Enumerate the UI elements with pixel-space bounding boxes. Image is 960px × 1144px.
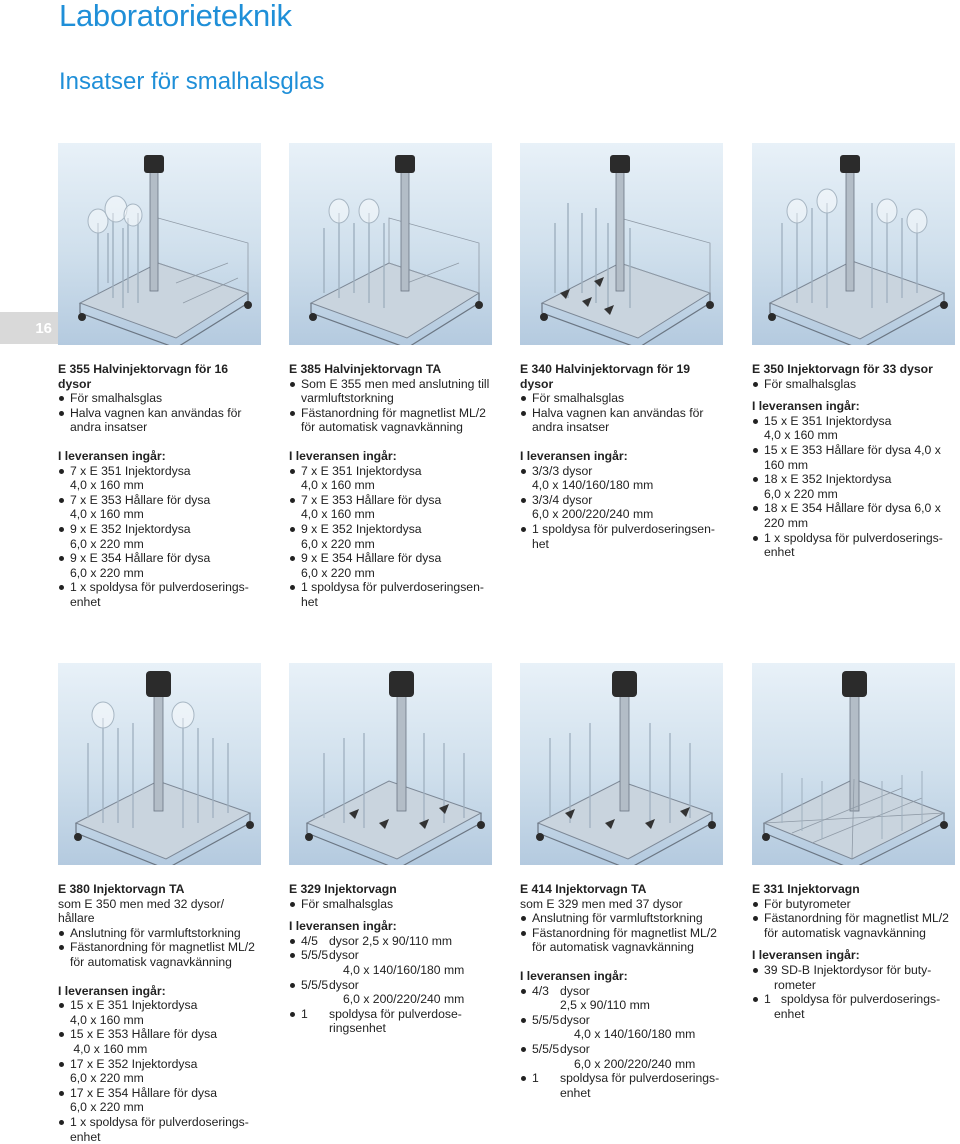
included-heading: I leveransen ingår: <box>58 448 166 463</box>
included-heading: I leveransen ingår: <box>520 968 628 983</box>
feature-list <box>520 911 725 955</box>
included-item: 9 x E 354 Hållare för dysa 6,0 x 220 mm <box>289 551 494 580</box>
feature-item: Som E 355 men med anslutning till varmluftstorkning <box>289 377 494 406</box>
feature-item: Fästanordning för magnetlist ML/2 för automatisk vagnavkänning <box>752 911 957 940</box>
feature-item: Halva vagnen kan användas för andra insatser <box>58 406 263 435</box>
included-heading: I leveransen ingår: <box>520 448 628 463</box>
included-list <box>289 934 494 1036</box>
product-e414 <box>520 882 725 1100</box>
photo-e350-injector-cart <box>752 143 955 345</box>
feature-item: För smalhalsglas <box>58 391 263 406</box>
half-injector-cart-ta-illustration <box>289 143 492 345</box>
included-list <box>752 414 957 560</box>
product-title: E 329 Injektorvagn <box>289 882 397 896</box>
half-injector-cart-illustration <box>58 143 261 345</box>
included-list <box>520 984 725 1101</box>
product-e340 <box>520 362 725 551</box>
feature-list <box>289 897 494 912</box>
included-item: 15 x E 353 Hållare för dysa 4,0 x 160 mm <box>58 1027 263 1056</box>
product-e329 <box>289 882 494 1036</box>
injector-cart-butyrometer-illustration <box>752 663 955 865</box>
included-item: 4/5 dysor 2,5 x 90/110 mm <box>289 934 494 949</box>
photo-e340-half-injector-cart <box>520 143 723 345</box>
included-item: 1 spoldysa för pulverdoserings- enhet <box>520 1071 725 1100</box>
photo-e331-injector-cart <box>752 663 955 865</box>
included-item: 7 x E 351 Injektordysa 4,0 x 160 mm <box>58 464 263 493</box>
included-item: 1 spoldysa för pulverdose- ringsenhet <box>289 1007 494 1036</box>
feature-list <box>58 391 263 435</box>
product-title: E 414 Injektorvagn TA <box>520 882 647 896</box>
half-injector-cart-19-illustration <box>520 143 723 345</box>
product-intro: som E 350 men med 32 dysor/ hållare <box>58 896 224 926</box>
included-item: 5/5/5dysor 6,0 x 200/220/240 mm <box>289 978 494 1007</box>
feature-list <box>289 377 494 435</box>
photo-e385-half-injector-cart-ta <box>289 143 492 345</box>
included-item: 18 x E 352 Injektordysa 6,0 x 220 mm <box>752 472 957 501</box>
included-list <box>520 464 725 552</box>
photo-e329-injector-cart <box>289 663 492 865</box>
included-list <box>289 464 494 610</box>
photo-e380-injector-cart-ta <box>58 663 261 865</box>
product-e355 <box>58 362 263 610</box>
included-item: 9 x E 352 Injektordysa 6,0 x 220 mm <box>289 522 494 551</box>
page-title: Laboratorieteknik <box>59 0 292 33</box>
included-item: 9 x E 352 Injektordysa 6,0 x 220 mm <box>58 522 263 551</box>
product-title: E 331 Injektorvagn <box>752 882 860 896</box>
product-title: E 355 Halvinjektorvagn för 16 dysor <box>58 362 229 391</box>
included-item: 18 x E 354 Hållare för dysa 6,0 x 220 mm <box>752 501 957 530</box>
feature-item: För smalhalsglas <box>289 897 494 912</box>
included-item: 4/3 dysor 2,5 x 90/110 mm <box>520 984 725 1013</box>
injector-cart-e329-illustration <box>289 663 492 865</box>
included-item: 7 x E 353 Hållare för dysa 4,0 x 160 mm <box>58 493 263 522</box>
included-item: 7 x E 351 Injektordysa 4,0 x 160 mm <box>289 464 494 493</box>
included-item: 1 x spoldysa för pulverdoserings- enhet <box>752 531 957 560</box>
included-item: 3/3/3 dysor 4,0 x 140/160/180 mm <box>520 464 725 493</box>
included-list <box>58 998 263 1144</box>
feature-item: Fästanordning för magnetlist ML/2 för automatisk vagnavkänning <box>58 940 263 969</box>
product-title: E 350 Injektorvagn för 33 dysor <box>752 362 933 376</box>
included-item: 1 x spoldysa för pulverdoserings- enhet <box>58 1115 263 1144</box>
photo-e414-injector-cart-ta <box>520 663 723 865</box>
included-item: 5/5/5dysor 6,0 x 200/220/240 mm <box>520 1042 725 1071</box>
product-title: E 380 Injektorvagn TA <box>58 882 185 896</box>
included-item: 9 x E 354 Hållare för dysa 6,0 x 220 mm <box>58 551 263 580</box>
feature-list <box>752 897 957 941</box>
product-intro: som E 329 men med 37 dysor <box>520 896 683 911</box>
feature-item: För smalhalsglas <box>752 377 957 392</box>
included-item: 17 x E 354 Hållare för dysa 6,0 x 220 mm <box>58 1086 263 1115</box>
injector-cart-e414-illustration <box>520 663 723 865</box>
page-number: 16 <box>35 320 52 337</box>
product-e385 <box>289 362 494 610</box>
included-list <box>752 963 957 1021</box>
included-heading: I leveransen ingår: <box>752 948 860 963</box>
feature-item: Halva vagnen kan användas för andra insatser <box>520 406 725 435</box>
section-title: Insatser för smalhalsglas <box>59 68 325 95</box>
product-title: E 340 Halvinjektorvagn för 19 dysor <box>520 362 691 391</box>
included-item: 15 x E 353 Hållare för dysa 4,0 x 160 mm <box>752 443 957 472</box>
feature-item: Fästanordning för magnetlist ML/2 för automatisk vagnavkänning <box>289 406 494 435</box>
included-item: 15 x E 351 Injektordysa 4,0 x 160 mm <box>58 998 263 1027</box>
included-heading: I leveransen ingår: <box>58 983 166 998</box>
feature-list <box>58 926 263 970</box>
included-item: 1 spoldysa för pulverdoserings- enhet <box>752 992 957 1021</box>
included-item: 1 spoldysa för pulverdoseringsen- het <box>289 580 494 609</box>
included-item: 3/3/4 dysor 6,0 x 200/220/240 mm <box>520 493 725 522</box>
feature-item: Fästanordning för magnetlist ML/2 för automatisk vagnavkänning <box>520 926 725 955</box>
injector-cart-ta-illustration <box>58 663 261 865</box>
feature-item: För smalhalsglas <box>520 391 725 406</box>
photo-e355-half-injector-cart <box>58 143 261 345</box>
feature-list <box>752 377 957 392</box>
included-heading: I leveransen ingår: <box>289 919 397 934</box>
feature-list <box>520 391 725 435</box>
page-number-box <box>0 312 58 344</box>
injector-cart-33-illustration <box>752 143 955 345</box>
product-title: E 385 Halvinjektorvagn TA <box>289 362 442 376</box>
included-item: 5/5/5dysor 4,0 x 140/160/180 mm <box>520 1013 725 1042</box>
included-item: 1 x spoldysa för pulverdoserings- enhet <box>58 580 263 609</box>
product-e331 <box>752 882 957 1021</box>
included-list <box>58 464 263 610</box>
included-heading: I leveransen ingår: <box>289 448 397 463</box>
feature-item: Anslutning för varmluftstorkning <box>520 911 725 926</box>
included-item: 15 x E 351 Injektordysa 4,0 x 160 mm <box>752 414 957 443</box>
product-e350 <box>752 362 957 560</box>
included-heading: I leveransen ingår: <box>752 399 860 414</box>
included-item: 17 x E 352 Injektordysa 6,0 x 220 mm <box>58 1057 263 1086</box>
product-e380 <box>58 882 263 1144</box>
feature-item: Anslutning för varmluftstorkning <box>58 926 263 941</box>
feature-item: För butyrometer <box>752 897 957 912</box>
included-item: 1 spoldysa för pulverdoseringsen- het <box>520 522 725 551</box>
included-item: 39 SD-B Injektordysor för buty- rometer <box>752 963 957 992</box>
included-item: 7 x E 353 Hållare för dysa 4,0 x 160 mm <box>289 493 494 522</box>
included-item: 5/5/5dysor 4,0 x 140/160/180 mm <box>289 948 494 977</box>
